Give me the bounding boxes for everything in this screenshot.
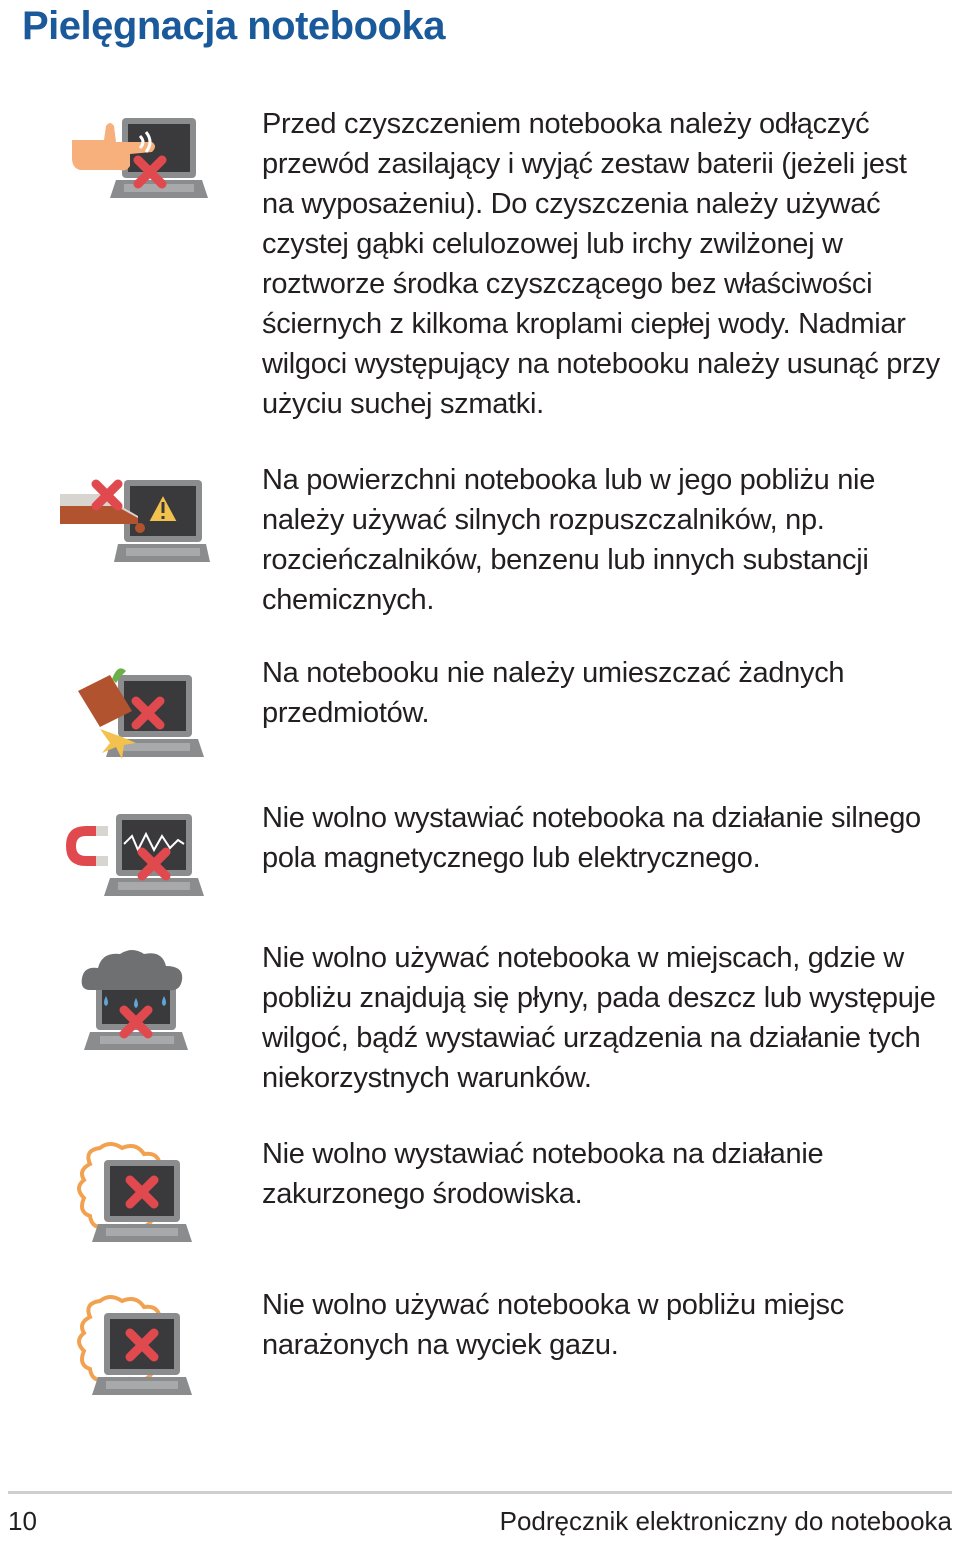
chemical-solvent-icon bbox=[60, 466, 210, 576]
footer-title: Podręcznik elektroniczny do notebooka bbox=[499, 1506, 952, 1536]
care-text-liquids: Nie wolno używać notebooka w miejscach, gdzie w pobliżu znajdują się płyny, pada deszcz lub występuje wilgoć, bądź wystawiać urządzenia na działanie tych niekorzystnych warunków. bbox=[262, 942, 936, 1094]
gas-leak-icon bbox=[60, 1293, 210, 1403]
care-text-dust: Nie wolno wystawiać notebooka na działanie zakurzonego środowiska. bbox=[262, 1138, 824, 1210]
cleaning-icon bbox=[60, 106, 210, 216]
dust-icon bbox=[60, 1140, 210, 1250]
care-text-objects: Na notebooku nie należy umieszczać żadnych przedmiotów. bbox=[262, 657, 845, 729]
footer-divider bbox=[8, 1491, 952, 1494]
care-text-chemicals: Na powierzchni notebooka lub w jego pobliżu nie należy używać silnych rozpuszczalników, np. rozcieńczalników, benzenu lub innych substancji chemicznych. bbox=[262, 464, 876, 616]
care-text-cleaning: Przed czyszczeniem notebooka należy odłączyć przewód zasilający i wyjąć zestaw baterii (jeżeli jest na wyposażeniu). Do czyszczenia należy używać czystej gąbki celulozowej lub irchy zwilżonej w roztworze środka czyszczącego bez właściwości ściernych z kilkoma kroplami ciepłej wody. Nadmiar wilgoci występujący na notebooku należy usunąć przy użyciu suchej szmatki. bbox=[262, 108, 940, 420]
heavy-object-icon bbox=[60, 663, 210, 773]
page-title: Pielęgnacja notebooka bbox=[22, 4, 445, 48]
care-text-gas: Nie wolno używać notebooka w pobliżu miejsc narażonych na wyciek gazu. bbox=[262, 1289, 844, 1361]
page-number: 10 bbox=[8, 1506, 37, 1536]
care-text-magnetic: Nie wolno wystawiać notebooka na działanie silnego pola magnetycznego lub elektrycznego. bbox=[262, 802, 921, 874]
rain-cloud-icon bbox=[60, 944, 210, 1054]
magnet-icon bbox=[60, 804, 210, 914]
